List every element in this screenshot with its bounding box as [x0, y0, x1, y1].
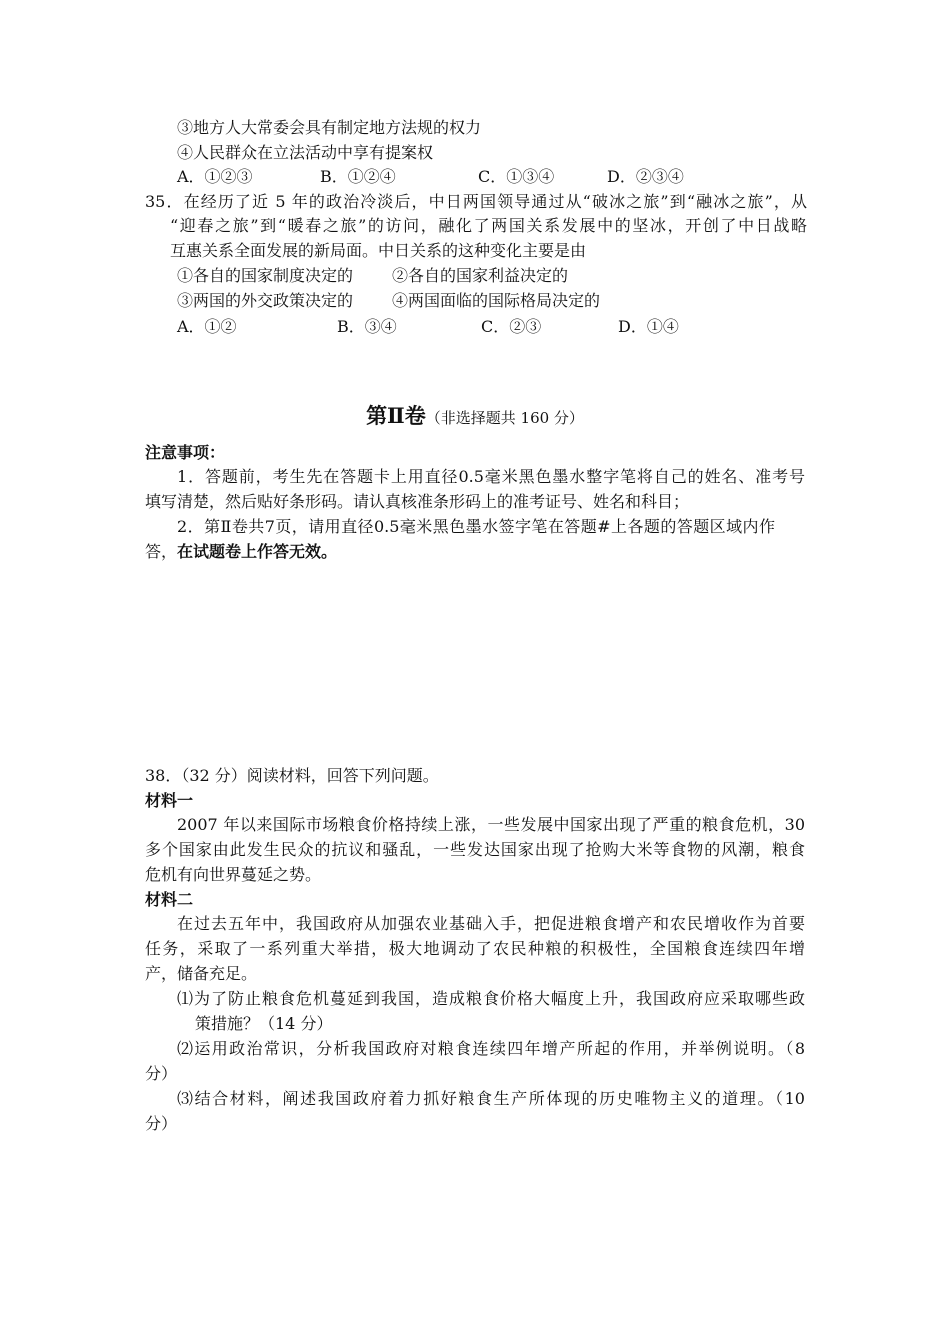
note-2-line-2-prefix: 答， [145, 542, 178, 561]
q38-sub-3-line-2: 分） [145, 1114, 178, 1133]
q38-sub-1-line-1: ⑴为了防止粮食危机蔓延到我国，造成粮食价格大幅度上升，我国政府应采取哪些政 [177, 989, 805, 1008]
q38-intro: 38．（32 分）阅读材料，回答下列问题。 [145, 766, 439, 785]
q38-sub-3-line-1: ⑶结合材料，阐述我国政府着力抓好粮食生产所体现的历史唯物主义的道理。（10 [177, 1089, 805, 1108]
q35-stem-line-2: “迎春之旅”到“暖春之旅”的访问，融化了两国关系发展中的坚冰，开创了中日战略 [170, 216, 807, 235]
q38-material-2-line-1: 在过去五年中，我国政府从加强农业基础入手，把促进粮食增产和农民增收作为首要 [177, 914, 805, 933]
note-1-line-1: 1．答题前，考生先在答题卡上用直径0.5毫米黑色墨水整字笔将自己的姓名、准考号 [177, 467, 805, 486]
q35-option-c: C．②③ [481, 317, 542, 336]
q38-sub-2-line-1: ⑵运用政治常识，分析我国政府对粮食连续四年增产所起的作用，并举例说明。（8 [177, 1039, 805, 1058]
q38-material-1-line-3: 危机有向世界蔓延之势。 [145, 865, 322, 884]
q34-option-d: D．②③④ [607, 167, 684, 186]
q34-option-c: C．①③④ [478, 167, 555, 186]
q35-choice-2: ②各自的国家利益决定的 [392, 266, 569, 285]
note-1-line-2: 填写清楚，然后贴好条形码。请认真核准条形码上的准考证号、姓名和科目； [145, 492, 690, 511]
q38-material-2-line-3: 产，储备充足。 [145, 964, 258, 983]
q34-option-b: B．①②④ [320, 167, 396, 186]
q34-option-a: A．①②③ [177, 167, 253, 186]
q35-stem-line-1: 35．在经历了近 5 年的政治冷淡后，中日两国领导通过从“破冰之旅”到“融冰之旅”，从 [145, 192, 807, 211]
q38-material-1-heading: 材料一 [145, 791, 194, 810]
q38-material-2-line-2: 任务，采取了一系列重大举措，极大地调动了农民种粮的积极性，全国粮食连续四年增 [145, 939, 805, 958]
note-2-warning: 在试题卷上作答无效。 [177, 542, 338, 561]
q38-material-1-line-1: 2007 年以来国际市场粮食价格持续上涨，一些发展中国家出现了严重的粮食危机，30 [177, 815, 805, 834]
q38-material-2-heading: 材料二 [145, 890, 194, 909]
q34-item-3: ③地方人大常委会具有制定地方法规的权力 [177, 118, 482, 137]
notes-heading: 注意事项： [145, 443, 226, 462]
q35-stem-line-3: 互惠关系全面发展的新局面。中日关系的这种变化主要是由 [170, 241, 587, 260]
note-2-line-2 [145, 542, 337, 562]
q35-option-b: B．③④ [337, 317, 397, 336]
section-2-title [0, 400, 950, 430]
q35-choice-1: ①各自的国家制度决定的 [177, 266, 354, 285]
q35-option-a: A．①② [177, 317, 237, 336]
section-2-title-main: 第Ⅱ卷 [366, 403, 426, 428]
q35-choice-4: ④两国面临的国际格局决定的 [392, 291, 601, 310]
note-2-line-1: 2．第Ⅱ卷共7页，请用直径0.5毫米黑色墨水签字笔在答题#上各题的答题区域内作 [177, 517, 775, 536]
q35-choice-3: ③两国的外交政策决定的 [177, 291, 354, 310]
q34-item-4: ④人民群众在立法活动中享有提案权 [177, 143, 434, 162]
q38-material-1-line-2: 多个国家由此发生民众的抗议和骚乱，一些发达国家出现了抢购大米等食物的风潮，粮食 [145, 840, 805, 859]
q38-sub-2-line-2: 分） [145, 1064, 178, 1083]
section-2-title-subtitle: （非选择题共 160 分） [425, 409, 584, 427]
q38-sub-1-line-2: 策措施？（14 分） [195, 1014, 333, 1033]
q35-option-d: D．①④ [618, 317, 679, 336]
